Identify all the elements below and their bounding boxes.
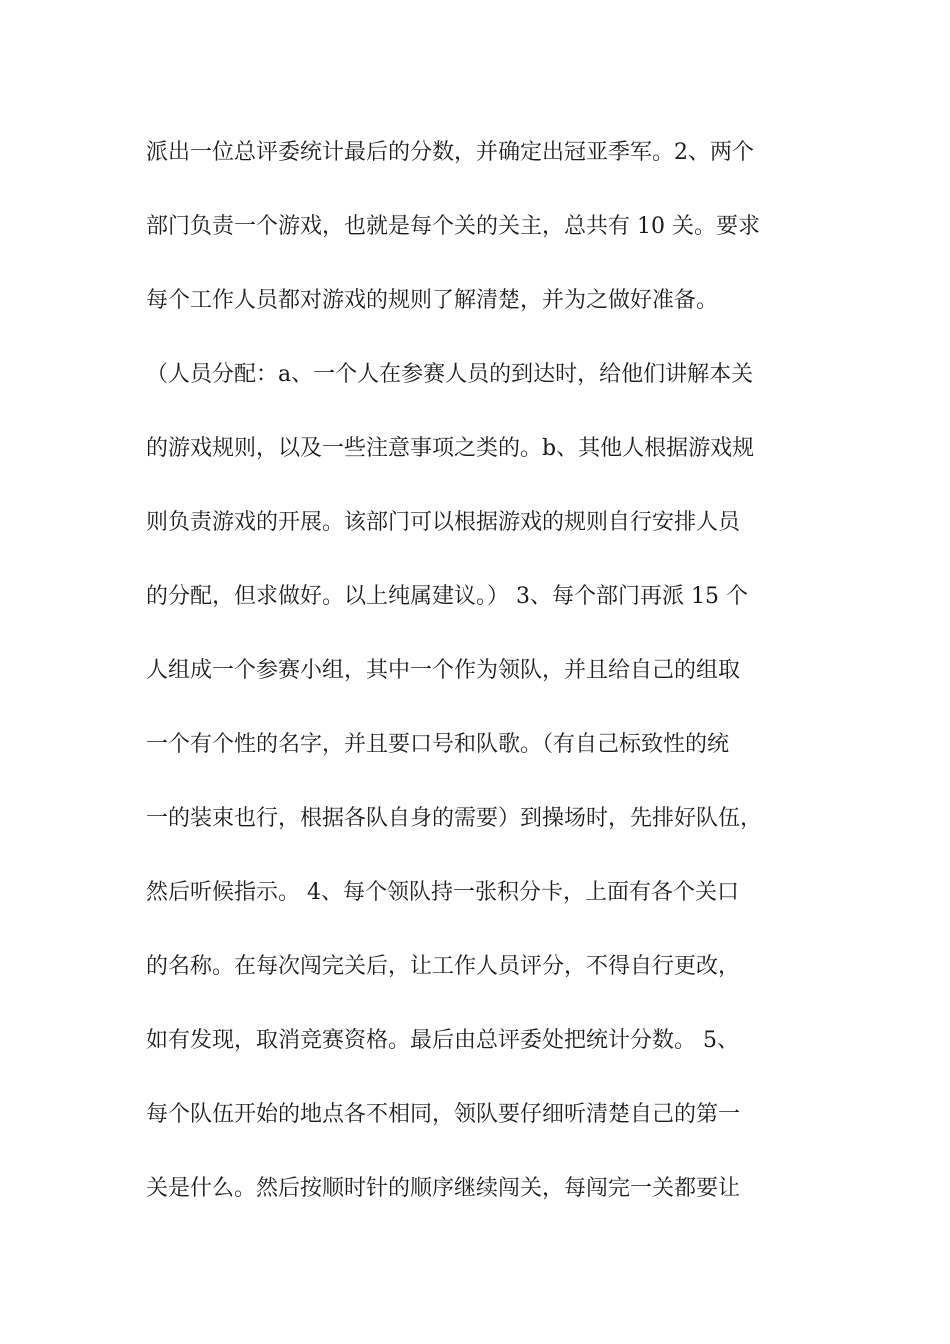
text-line: 的名称。在每次闯完关后，让工作人员评分，不得自行更改，: [146, 954, 741, 979]
text-line: 的分配，但求做好。以上纯属建议。） 3、每个部门再派 15 个: [146, 584, 748, 609]
text-line: 一的装束也行，根据各队自身的需要）到操场时，先排好队伍，: [146, 806, 763, 831]
text-line: 的游戏规则，以及一些注意事项之类的。b、其他人根据游戏规: [146, 436, 755, 461]
text-line: 然后听候指示。 4、每个领队持一张积分卡，上面有各个关口: [146, 880, 739, 905]
text-line: 关是什么。然后按顺时针的顺序继续闯关，每闯完一关都要让: [146, 1176, 741, 1201]
text-line: 一个有个性的名字，并且要口号和队歌。（有自己标致性的统: [146, 732, 730, 757]
text-line: 人组成一个参赛小组，其中一个作为领队，并且给自己的组取: [146, 658, 741, 683]
text-line: 每个工作人员都对游戏的规则了解清楚，并为之做好准备。: [146, 288, 719, 313]
text-line: 部门负责一个游戏，也就是每个关的关主，总共有 10 关。要求: [146, 214, 760, 239]
body-text: [146, 131, 846, 1241]
text-line: 每个队伍开始的地点各不相同，领队要仔细听清楚自己的第一: [146, 1102, 741, 1127]
text-line: （人员分配：a、一个人在参赛人员的到达时，给他们讲解本关: [146, 362, 754, 387]
text-line: 如有发现，取消竞赛资格。最后由总评委处把统计分数。 5、: [146, 1028, 739, 1053]
text-line: 派出一位总评委统计最后的分数，并确定出冠亚季军。2、两个: [146, 140, 754, 165]
text-line: 则负责游戏的开展。该部门可以根据游戏的规则自行安排人员: [146, 510, 741, 535]
